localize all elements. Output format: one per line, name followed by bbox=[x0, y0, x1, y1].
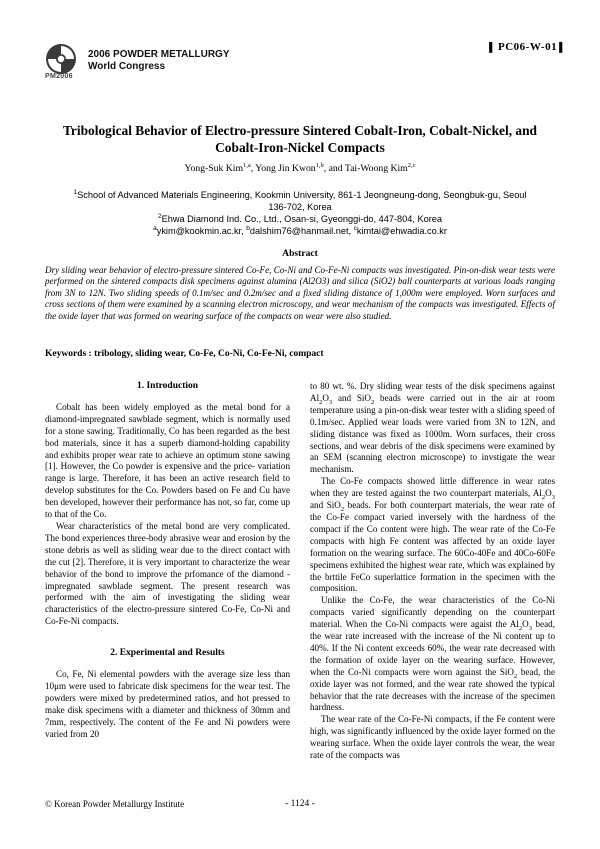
affiliation-2-text: Ehwa Diamond Ind. Co., Ltd., Osan-si, Gyeonggi-do, 447-804, Korea bbox=[161, 214, 442, 224]
exp-p2-sub-1: 2 bbox=[319, 398, 323, 406]
author-2: Yong Jin Kwon bbox=[255, 163, 316, 174]
affiliation-2 bbox=[40, 213, 560, 225]
section-1-heading: 1. Introduction bbox=[136, 381, 199, 391]
exp-p2-d: beads were carried out in the air at room temperature using a pin-on-disk wear tester with a sliding speed of 0.1m/sec. Applied wear loads were varied from 3N to 12N, and sliding distance was fixed as 1000m. Worn surfaces, their cross sections, and wear debris of the disk specimens were examined by an SEM (scanning electron microscope) to invstigate the wear mechanism. bbox=[310, 392, 556, 475]
cofe-c: and SiO bbox=[310, 500, 341, 511]
author-2-sup: 1,b bbox=[315, 161, 324, 169]
exp-p2-sub-2: 3 bbox=[328, 398, 333, 406]
coni-b: O bbox=[522, 619, 529, 630]
cofe-sub-1: 2 bbox=[541, 493, 546, 501]
exp-p2-sub-3: 2 bbox=[371, 398, 375, 406]
page-number: - 1124 - bbox=[285, 799, 315, 809]
cofe-b: O bbox=[545, 488, 552, 499]
exp-p2-a: to 80 wt. %. Dry sliding wear tests of the disk specimens against Al bbox=[310, 381, 555, 403]
author-1-sup: 1,a bbox=[243, 161, 251, 169]
author-list bbox=[40, 163, 560, 174]
affiliation-1-sup: 1 bbox=[73, 188, 78, 196]
cofe-sub-2: 3 bbox=[551, 493, 555, 501]
exp-p2-c: and SiO bbox=[332, 392, 372, 403]
coni-sub-2: 3 bbox=[528, 624, 532, 632]
author-3: Tai-Woong Kim bbox=[344, 163, 408, 174]
affiliation-1-line-1: School of Advanced Materials Engineering, Kookmin University, 861-1 Jeongneung-dong, Seongbuk-gu, Seoul bbox=[77, 190, 527, 200]
conference-name bbox=[88, 49, 230, 73]
experimental-paragraph-1: Co, Fe, Ni elemental powders with the average size less than 10μm were used to fabricate disk specimens for the wear test. The powders were mixed by predetermined ratios, and hot pressed to make disk specimens with a diameter and thickness of 30mm and 7mm, respectively. The content of the Fe and Ni powders were varied from 20 bbox=[45, 669, 290, 739]
experimental-paragraph-2 bbox=[310, 381, 555, 476]
author-sep-2: , and bbox=[323, 163, 345, 174]
left-column bbox=[45, 381, 290, 740]
affiliations bbox=[40, 189, 560, 237]
title-line-2: Cobalt-Iron-Nickel Compacts bbox=[215, 140, 385, 155]
intro-paragraph-2: Wear characteristics of the metal bond are very complicated. The bond experiences three-body abrasive wear and erosion by the stone debris as well as sliding wear due to the direct contact with the cut [2]. Therefore, it is very important to characterize the wear behavior of the bond to improve the prfomance of the diamond -impregnated sawblade segment. The present research was performed with the aim of investigating the sliding wear characteristics of the electro-pressure sintered Co-Fe, Co-Ni and Co-Fe-Ni compacts. bbox=[45, 520, 290, 627]
affiliation-2-sup: 2 bbox=[157, 212, 162, 220]
email-a: ykim@kookmin.ac.kr, bbox=[156, 226, 247, 236]
logo-text: PM2006 bbox=[45, 73, 73, 80]
author-1: Yong-Suk Kim bbox=[184, 163, 244, 174]
conference-line-1: 2006 POWDER METALLURGY bbox=[88, 49, 230, 60]
exp-p2-b: O bbox=[322, 392, 329, 403]
email-a-sup: a bbox=[153, 224, 157, 232]
email-b-sup: b bbox=[246, 224, 250, 232]
affiliation-1 bbox=[40, 189, 560, 201]
intro-paragraph-1: Cobalt has been widely employed as the metal bond for a diamond-impregnated sawblade segment, which is normally used for a stone sawing. Traditionally, Co has been regarded as the best bod materials, since it has a superb diamond-holding capability and exhibits proper wear rate to achieve an optimum stone sawing [1]. However, the Co powder is expensive and the price- variation range is large. Therefore, it has been an active research field to develop substitutes for the Co. Powders based on Fe and Cu have ben developed, however their performance has not, so far, come up to that of the Co. bbox=[45, 401, 290, 520]
conference-line-2: World Congress bbox=[88, 61, 166, 72]
pm2006-logo-icon bbox=[44, 42, 78, 76]
coni-c: bead, the wear rate increased with the increase of the Ni content up to 40%. If the Ni content exceeds 60%, the wear rate decreased with the formation of oxide layer on the wearing surface. However, when the Co-Ni compacts were worn against the SiO bbox=[310, 619, 555, 677]
coni-sub-1: 2 bbox=[518, 624, 523, 632]
email-b: dalshim76@hanmail.net, bbox=[249, 226, 354, 236]
email-c-sup: c bbox=[353, 224, 357, 232]
coni-a: Unlike the Co-Fe, the wear characteristics of the Co-Ni compacts varied significantly depending on the counterpart material. When the Co-Ni compacts were agaist the Al bbox=[310, 595, 555, 630]
coni-d: bead, the oxide layer was not formed, and the wear rate showed the typical behavior that the rate decreases with the increase of the specimen hardness. bbox=[310, 666, 555, 713]
email-c: kimtai@ehwadia.co.kr bbox=[356, 226, 447, 236]
abstract-text: Dry sliding wear behavior of electro-pressure sintered Co-Fe, Co-Ni and Co-Fe-Ni compacts was investigated. Pin-on-disk wear tests were performed on the sintered compacts disk specimens against alumina (Al2O3) and silica (SiO2) ball counterparts at various loads ranging from 3N to 12N. Two sliding speeds of 0.1m/sec and 0.2m/sec and a fixed sliding distance of 1,000m were employed. Worn surfaces and cross sections of them were examined by a scanning electron microscopy, and wear mechanism of the compacts was investigated. Effects of the oxide layer that was formed on wearing surface of the compacts on wear were also studied. bbox=[45, 265, 555, 321]
cofe-paragraph bbox=[310, 476, 555, 595]
right-column bbox=[310, 381, 555, 762]
paper-title bbox=[40, 122, 560, 156]
cofeni-paragraph: The wear rate of the Co-Fe-Ni compacts, if the Fe content were high, was significantly influenced by the oxide layer formed on the wearing surface. When the oxide layer controls the wear, the wear rate of the compacts was bbox=[310, 714, 555, 761]
cofe-d: beads. For both counterpart materials, the wear rate of the Co-Fe compact varied inversely with the hardness of the compact if the Co content were high. The wear rate of the Co-Fe compacts with high Fe content was affected by an oxide layer formation on the wearing surface. The 60Co-40Fe and 40Co-60Fe specimens exhibited the highest wear rate, which was explained by the brttile FeCo superlattice formation in the specimen with the composition. bbox=[310, 500, 555, 594]
coni-sub-3: 2 bbox=[514, 672, 518, 680]
cofe-sub-3: 2 bbox=[340, 505, 345, 513]
cofe-a: The Co-Fe compacts showed little difference in wear rates when they are tested against the two counterpart materials, Al bbox=[310, 476, 555, 499]
author-3-sup: 2,c bbox=[407, 161, 416, 169]
affiliation-1-line-2: 136-702, Korea bbox=[268, 202, 332, 212]
author-sep-1: , bbox=[250, 163, 256, 174]
keywords: Keywords : tribology, sliding wear, Co-Fe, Co-Ni, Co-Fe-Ni, compact bbox=[45, 349, 324, 359]
paper-code: ▌ PC06-W-01 ▌ bbox=[489, 41, 566, 53]
author-emails bbox=[40, 225, 560, 237]
copyright-notice: © Korean Powder Metallurgy Institute bbox=[45, 799, 185, 809]
section-2-heading: 2. Experimental and Results bbox=[110, 648, 225, 659]
title-line-1: Tribological Behavior of Electro-pressure Sintered Cobalt-Iron, Cobalt-Nickel, and bbox=[63, 123, 537, 138]
abstract-heading: Abstract bbox=[282, 248, 318, 259]
coni-paragraph bbox=[310, 595, 555, 714]
